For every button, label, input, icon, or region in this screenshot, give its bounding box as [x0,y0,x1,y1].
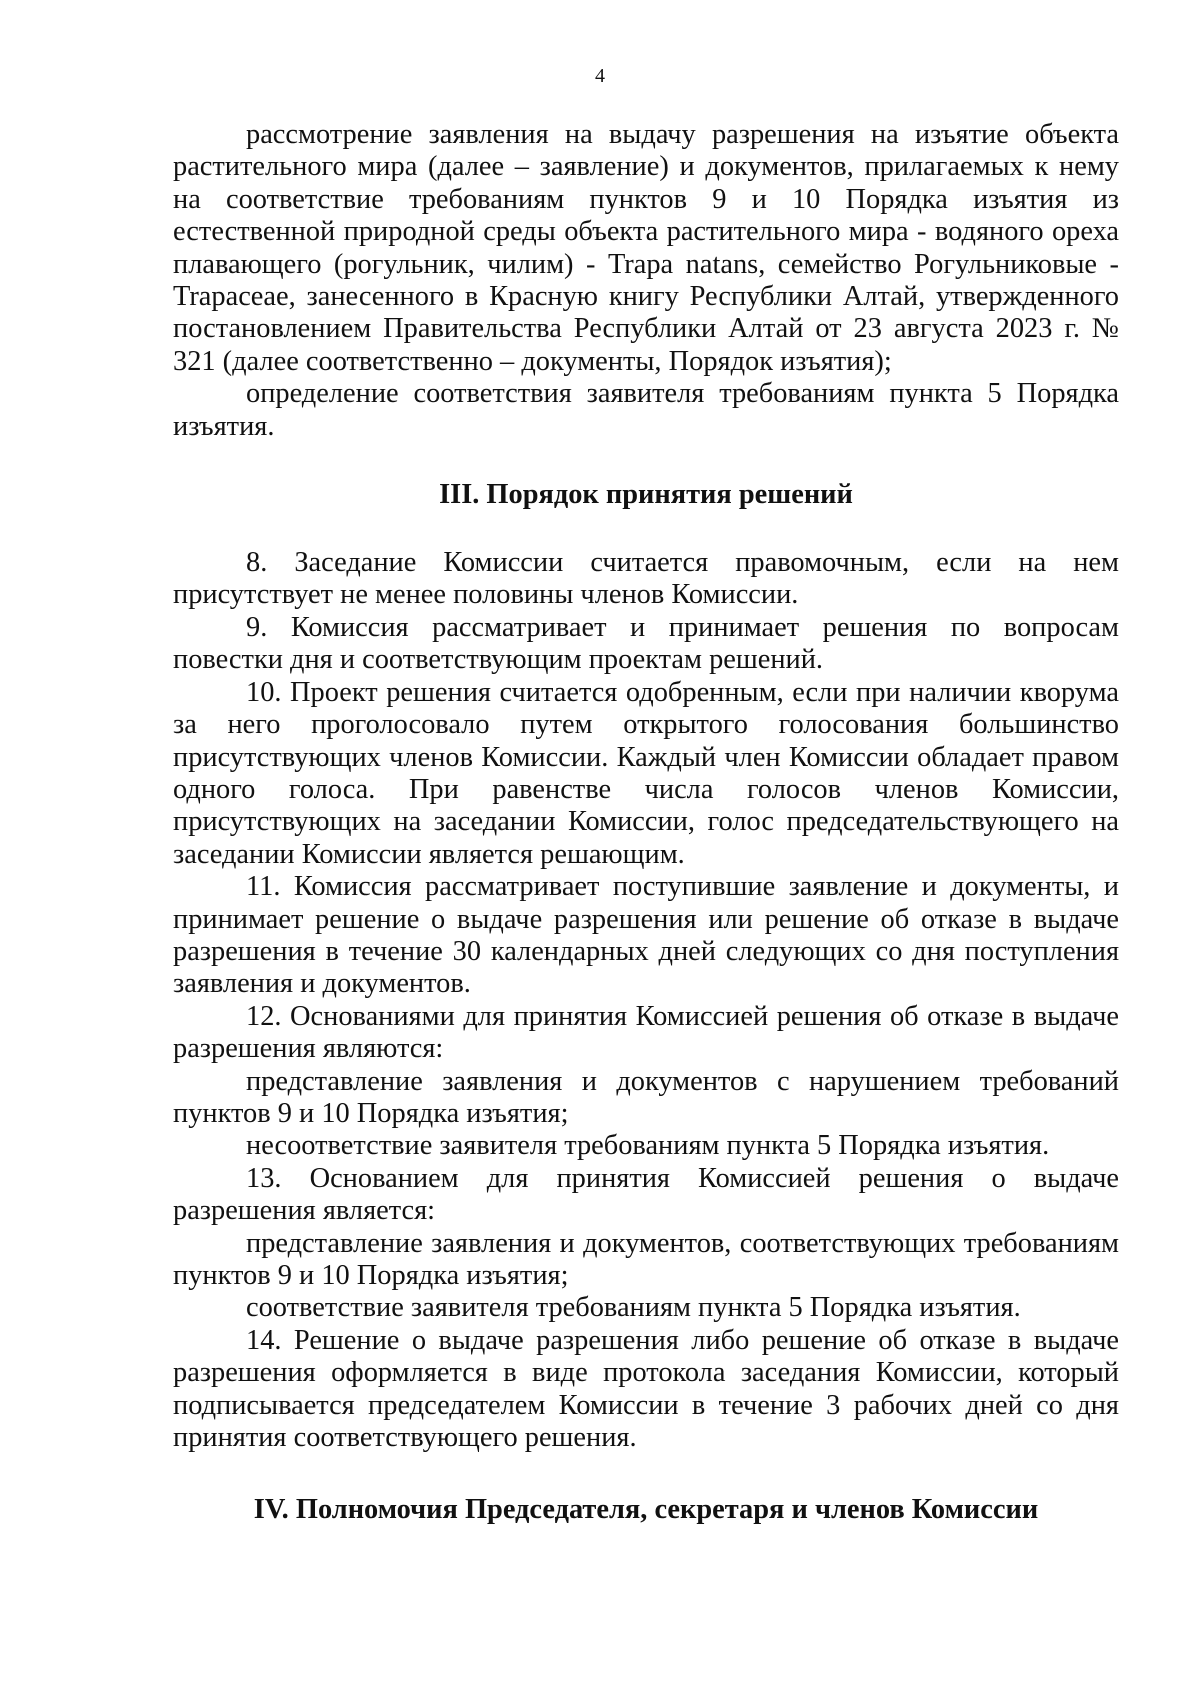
paragraph-application-review: рассмотрение заявления на выдачу разрешения на изъятие объекта растительного мира (далее – заявление) и документов, прилагаемых к нему на соответствие требованиям пунктов 9 и 10 Порядка изъятия из естественной природной среды объекта растительного мира - водяного ореха плавающего (рогульник, чилим) - Trapa natans, семейство Рогульниковые - Trapaceae, занесенного в Красную книгу Республики Алтай, утвержденного постановлением Правительства Республики Алтай от 23 августа 2023 г. № 321 (далее соответственно – документы, Порядок изъятия); [173,119,1119,377]
paragraph-applicant-compliance: определение соответствия заявителя требованиям пункта 5 Порядка изъятия. [173,378,1119,442]
paragraph-item-12-ground-2: несоответствие заявителя требованиям пункта 5 Порядка изъятия. [246,1130,1050,1162]
paragraph-item-12-ground-1: представление заявления и документов с нарушением требований пунктов 9 и 10 Порядка изъятия; [173,1065,1119,1129]
section-heading-powers: IV. Полномочия Председателя, секретаря и членов Комиссии [253,1494,1039,1526]
section-heading-decision-procedure: III. Порядок принятия решений [439,479,853,511]
paragraph-item-13-ground-1: представление заявления и документов, соответствующих требованиям пунктов 9 и 10 Порядка изъятия; [173,1227,1119,1291]
paragraph-item-13: 13. Основанием для принятия Комиссией решения о выдаче разрешения является: [173,1162,1119,1227]
paragraph-item-14: 14. Решение о выдаче разрешения либо решение об отказе в выдаче разрешения оформляется в виде протокола заседания Комиссии, который подписывается председателем Комиссии в течение 3 рабочих дней со дня принятия соответствующего решения. [173,1324,1119,1454]
paragraph-item-9: 9. Комиссия рассматривает и принимает решения по вопросам повестки дня и соответствующим проектам решений. [173,611,1119,676]
paragraph-item-13-ground-2: соответствие заявителя требованиям пункта 5 Порядка изъятия. [246,1292,1021,1324]
page-number: 4 [595,65,605,87]
paragraph-item-11: 11. Комиссия рассматривает поступившие заявление и документы, и принимает решение о выдаче разрешения или решение об отказе в выдаче разрешения в течение 30 календарных дней следующих со дня поступления заявления и документов. [173,871,1119,1000]
paragraph-item-10: 10. Проект решения считается одобренным, если при наличии кворума за него проголосовало путем открытого голосования большинство присутствующих членов Комиссии. Каждый член Комиссии обладает правом одного голоса. При равенстве числа голосов членов Комиссии, присутствующих на заседании Комиссии, голос председательствующего на заседании Комиссии является решающим. [173,676,1119,870]
document-body [173,119,1119,1526]
paragraph-item-8: 8. Заседание Комиссии считается правомочным, если на нем присутствует не менее половины членов Комиссии. [173,547,1119,611]
paragraph-item-12: 12. Основаниями для принятия Комиссией решения об отказе в выдаче разрешения являются: [173,1000,1119,1065]
